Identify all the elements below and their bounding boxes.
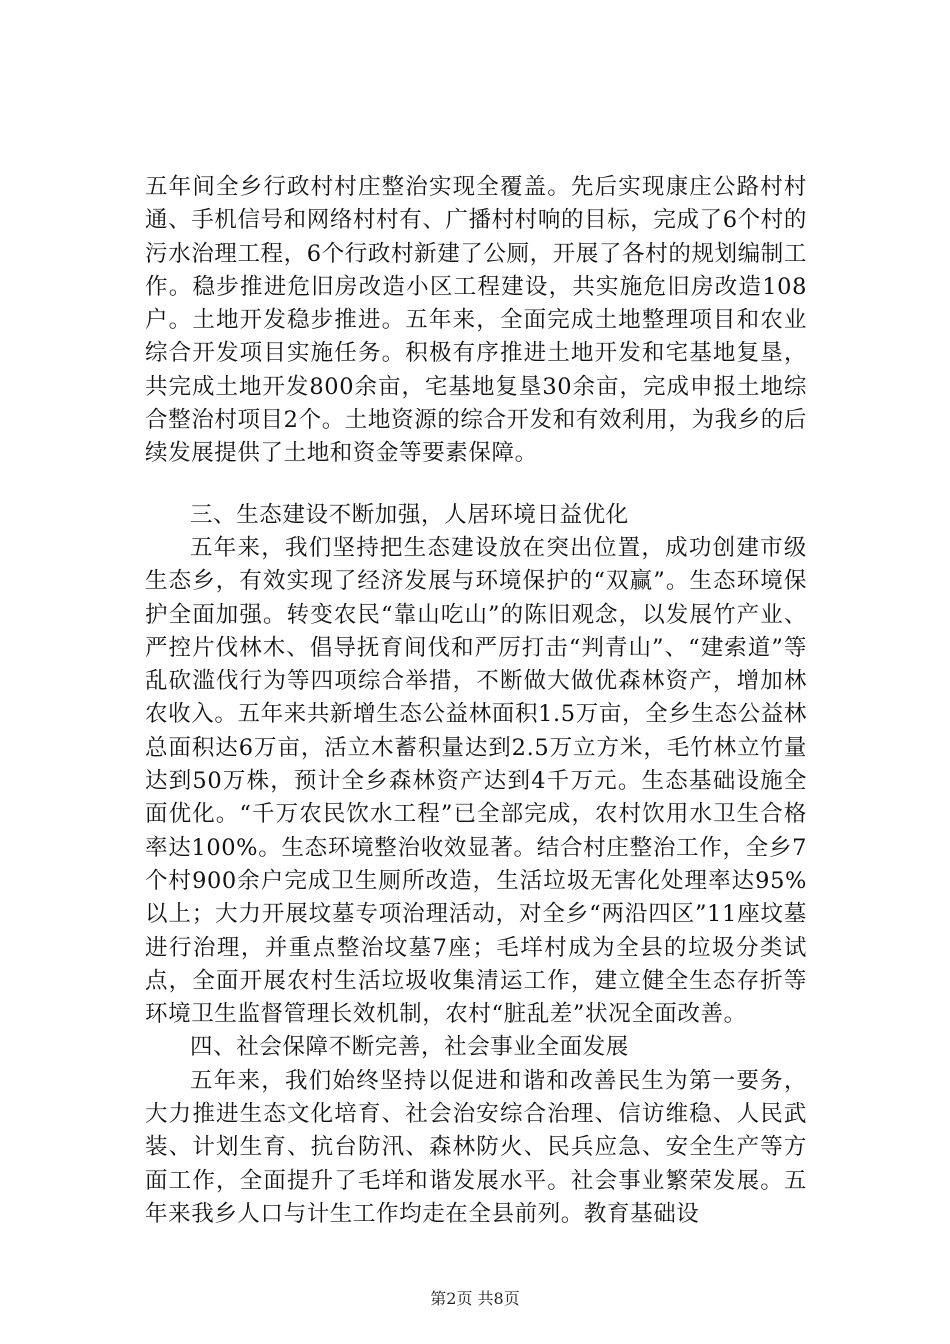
section-heading-social-security: 四、社会保障不断完善，社会事业全面发展 (190, 1034, 629, 1061)
document-body (145, 171, 807, 1231)
paragraph-social-security: 五年来，我们始终坚持以促进和谐和改善民生为第一要务，大力推进生态文化培育、社会治安综合治理、信访维稳、人民武装、计划生育、抗台防汛、森林防火、民兵应急、安全生产等方面工作，全面提升了毛垟和谐发展水平。社会事业繁荣发展。五年来我乡人口与计生工作均走在全县前列。教育基础设 (145, 1067, 807, 1227)
paragraph-village-renovation: 五年间全乡行政村村庄整治实现全覆盖。先后实现康庄公路村村通、手机信号和网络村村有、广播村村响的目标，完成了6个村的污水治理工程，6个行政村新建了公厕，开展了各村的规划编制工作。稳步推进危旧房改造小区工程建设，共实施危旧房改造108户。土地开发稳步推进。五年来，全面完成土地整理项目和农业综合开发项目实施任务。积极有序推进土地开发和宅基地复垦，共完成土地开发800余亩，宅基地复垦30余亩，完成申报土地综合整治村项目2个。土地资源的综合开发和有效利用，为我乡的后续发展提供了土地和资金等要素保障。 (145, 174, 807, 467)
paragraph-gap (145, 471, 807, 499)
section-heading-ecology: 三、生态建设不断加强，人居环境日益优化 (190, 501, 629, 528)
page-number-footer: 第2页 共8页 (430, 1289, 520, 1308)
paragraph-ecology: 五年来，我们坚持把生态建设放在突出位置，成功创建市级生态乡，有效实现了经济发展与环境保护的“双赢”。生态环境保护全面加强。转变农民“靠山吃山”的陈旧观念，以发展竹产业、严控片伐林木、倡导抚育间伐和严厉打击“判青山”、“建索道”等乱砍滥伐行为等四项综合举措，不断做大做优森林资产，增加林农收入。五年来共新增生态公益林面积1.5万亩，全乡生态公益林总面积达6万亩，活立木蓄积量达到2.5万立方米，毛竹林立竹量达到50万株，预计全乡森林资产达到4千万元。生态基础设施全面优化。“千万农民饮水工程”已全部完成，农村饮用水卫生合格率达100%。生态环境整治收效显著。结合村庄整治工作，全乡7个村900余户完成卫生厕所改造，生活垃圾无害化处理率达95%以上；大力开展坟墓专项治理活动，对全乡“两沿四区”11座坟墓进行治理，并重点整治坟墓7座；毛垟村成为全县的垃圾分类试点，全面开展农村生活垃圾收集清运工作，建立健全生态存折等环境卫生监督管理长效机制，农村“脏乱差”状况全面改善。 (145, 534, 807, 1028)
